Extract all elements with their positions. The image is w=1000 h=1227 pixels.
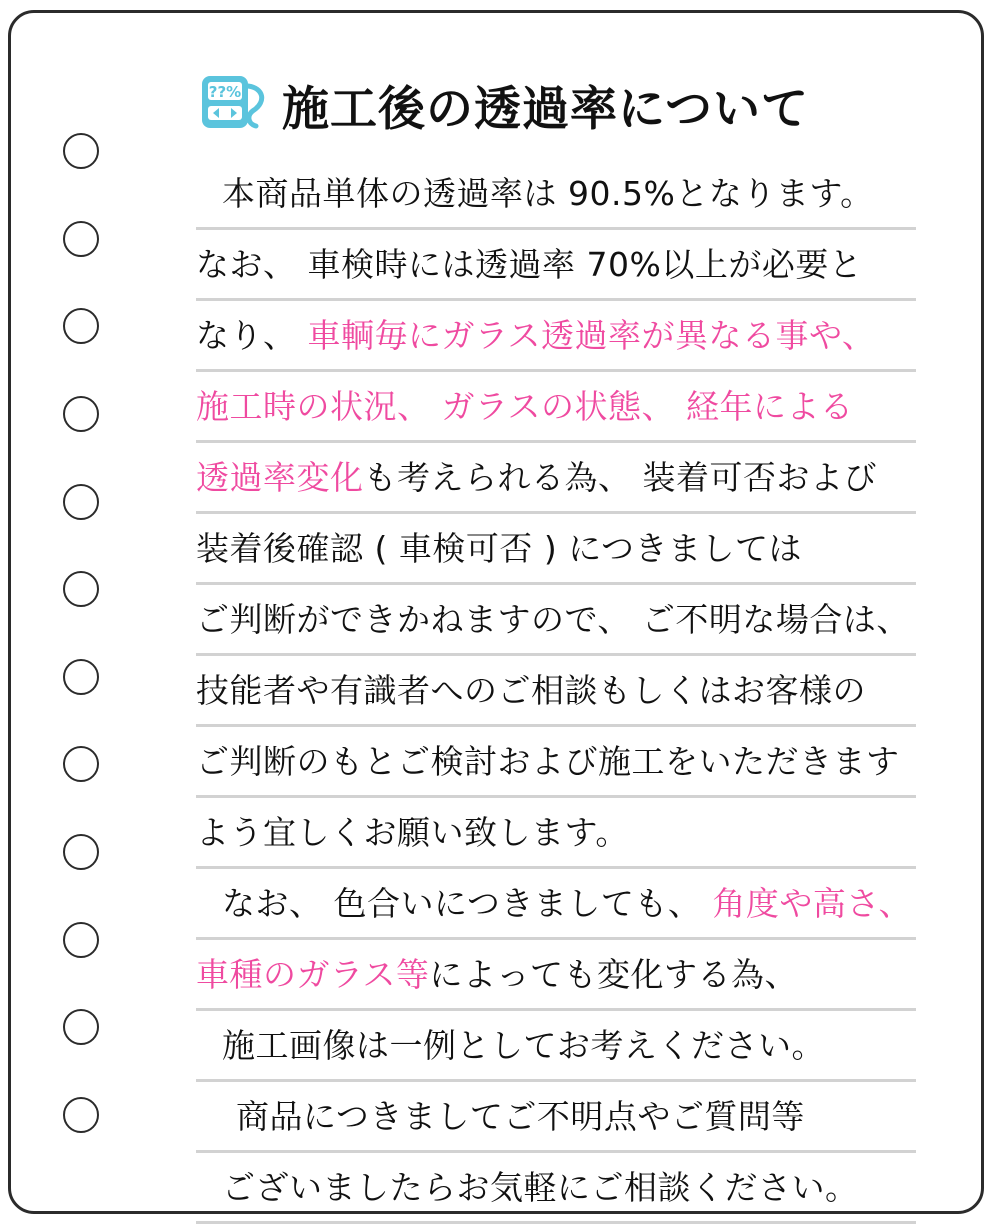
notice-line-text	[196, 1167, 859, 1207]
notice-line-text	[196, 741, 900, 781]
notice-line	[196, 656, 916, 727]
notice-line-text	[196, 1096, 805, 1136]
transmittance-meter-icon	[196, 72, 274, 138]
notice-line	[196, 159, 916, 230]
body-text: も考えられる為、 装着可否および	[363, 457, 877, 497]
notice-line-text	[196, 173, 874, 213]
body-text: 施工画像は一例としてお考えください。	[222, 1025, 825, 1065]
highlighted-text: 車種のガラス等	[196, 954, 430, 994]
notice-line-text	[196, 954, 799, 994]
punch-hole	[63, 396, 99, 432]
notice-line	[196, 372, 916, 443]
punch-hole-column	[51, 133, 111, 1133]
highlighted-text: 透過率変化	[196, 457, 364, 497]
body-text: ございましたらお気軽にご相談ください。	[222, 1167, 859, 1207]
notice-line-text	[196, 528, 803, 568]
notice-line-text	[196, 315, 876, 355]
notice-line	[196, 940, 916, 1011]
punch-hole	[63, 221, 99, 257]
notice-line	[196, 230, 916, 301]
notice-line-text	[196, 812, 629, 852]
highlighted-text: 角度や高さ、	[712, 883, 913, 923]
body-text: よう宜しくお願い致します。	[196, 812, 629, 852]
notice-line	[196, 514, 916, 585]
notice-line	[196, 1082, 916, 1153]
body-text: なお、 色合いにつきましても、	[222, 883, 713, 923]
notice-line	[196, 727, 916, 798]
punch-hole	[63, 308, 99, 344]
notice-line	[196, 1011, 916, 1082]
body-text: 本商品単体の透過率は 90.5%となります。	[222, 173, 874, 213]
notice-line	[196, 443, 916, 514]
notice-line-text	[196, 883, 913, 923]
body-text: ご判断のもとご検討および施工をいただきます	[196, 741, 900, 781]
punch-hole	[63, 834, 99, 870]
notice-line-text	[196, 670, 866, 710]
title-row	[196, 59, 916, 151]
notice-line-text	[196, 1025, 825, 1065]
notice-line	[196, 798, 916, 869]
punch-hole	[63, 1097, 99, 1133]
punch-hole	[63, 571, 99, 607]
punch-hole	[63, 133, 99, 169]
body-text: によっても変化する為、	[429, 954, 799, 994]
notice-content	[196, 59, 916, 1224]
body-text: なり、	[196, 315, 308, 355]
notice-line-text	[196, 599, 910, 639]
punch-hole	[63, 1009, 99, 1045]
highlighted-text: 車輌毎にガラス透過率が異なる事や、	[307, 315, 876, 355]
page-title: 施工後の透過率について	[282, 81, 810, 137]
body-text: なお、 車検時には透過率 70%以上が必要と	[196, 244, 863, 284]
notice-line-text	[196, 244, 863, 284]
notice-line-text	[196, 386, 854, 426]
svg-text:??%: ??%	[208, 83, 242, 101]
notebook-sheet	[8, 10, 984, 1214]
notice-lines	[196, 159, 916, 1224]
notice-line	[196, 869, 916, 940]
notice-line	[196, 585, 916, 656]
punch-hole	[63, 922, 99, 958]
notice-line	[196, 1153, 916, 1224]
body-text: 技能者や有識者へのご相談もしくはお客様の	[196, 670, 866, 710]
punch-hole	[63, 659, 99, 695]
notice-line-text	[196, 457, 877, 497]
body-text: 商品につきましてご不明点やご質問等	[236, 1096, 805, 1136]
body-text: 装着後確認 ( 車検可否 ) につきましては	[196, 528, 803, 568]
body-text: ご判断ができかねますので、 ご不明な場合は、	[196, 599, 910, 639]
highlighted-text: 施工時の状況、 ガラスの状態、 経年による	[196, 386, 854, 426]
punch-hole	[63, 484, 99, 520]
notice-line	[196, 301, 916, 372]
punch-hole	[63, 746, 99, 782]
